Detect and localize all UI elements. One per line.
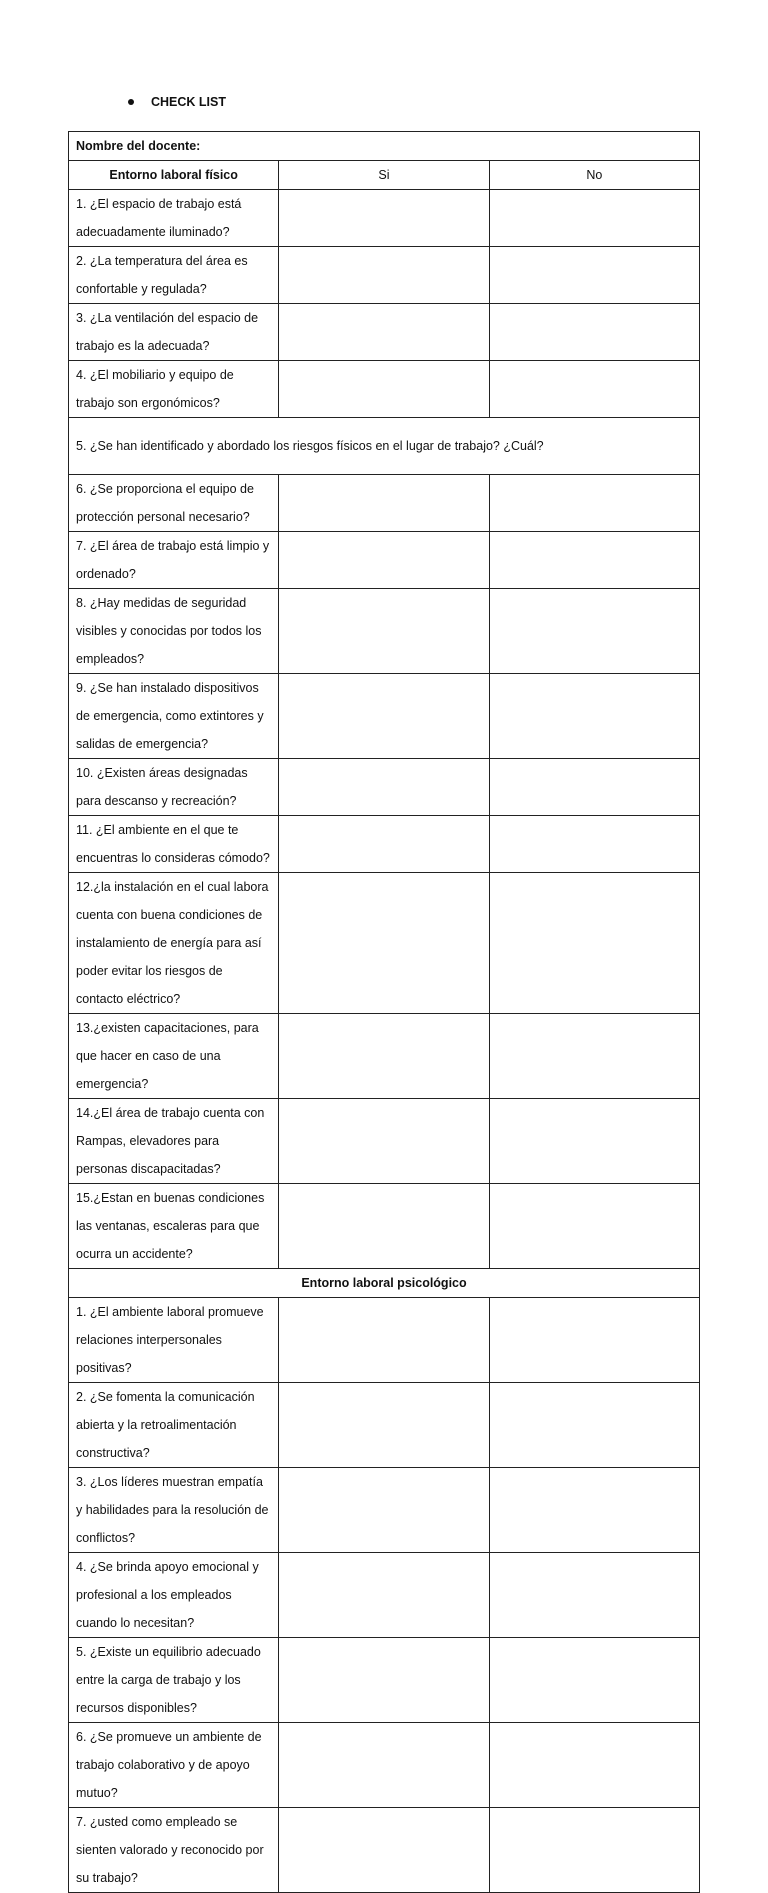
bullet-icon [128, 99, 134, 105]
question-row [69, 1468, 700, 1553]
no-checkbox-cell[interactable] [489, 1184, 699, 1269]
no-checkbox-cell[interactable] [489, 1014, 699, 1099]
yes-checkbox-cell[interactable] [279, 361, 489, 418]
checklist-heading [128, 92, 226, 112]
yes-checkbox-cell[interactable] [279, 532, 489, 589]
yes-checkbox-cell[interactable] [279, 247, 489, 304]
question-text: 5. ¿Existe un equilibrio adecuado entre la carga de trabajo y los recursos disponibles? [69, 1638, 279, 1723]
no-checkbox-cell[interactable] [489, 1298, 699, 1383]
no-checkbox-cell[interactable] [489, 190, 699, 247]
no-checkbox-cell[interactable] [489, 475, 699, 532]
checklist-table [68, 131, 700, 1893]
question-row [69, 190, 700, 247]
yes-checkbox-cell[interactable] [279, 674, 489, 759]
question-text: 13.¿existen capacitaciones, para que hacer en caso de una emergencia? [69, 1014, 279, 1099]
yes-checkbox-cell[interactable] [279, 816, 489, 873]
yes-checkbox-cell[interactable] [279, 1553, 489, 1638]
teacher-row [69, 132, 700, 161]
question-row [69, 1014, 700, 1099]
question-text: 6. ¿Se promueve un ambiente de trabajo colaborativo y de apoyo mutuo? [69, 1723, 279, 1808]
question-text: 15.¿Estan en buenas condiciones las ventanas, escaleras para que ocurra un accidente? [69, 1184, 279, 1269]
yes-checkbox-cell[interactable] [279, 589, 489, 674]
no-checkbox-cell[interactable] [489, 873, 699, 1014]
column-no-header: No [489, 161, 699, 190]
question-text: 7. ¿usted como empleado se sienten valorado y reconocido por su trabajo? [69, 1808, 279, 1893]
yes-checkbox-cell[interactable] [279, 1468, 489, 1553]
question-text: 4. ¿Se brinda apoyo emocional y profesional a los empleados cuando lo necesitan? [69, 1553, 279, 1638]
no-checkbox-cell[interactable] [489, 247, 699, 304]
question-row [69, 1808, 700, 1893]
psychological-header-row [69, 1269, 700, 1298]
question-row [69, 304, 700, 361]
question-text: 3. ¿La ventilación del espacio de trabajo es la adecuada? [69, 304, 279, 361]
no-checkbox-cell[interactable] [489, 674, 699, 759]
no-checkbox-cell[interactable] [489, 589, 699, 674]
yes-checkbox-cell[interactable] [279, 1298, 489, 1383]
question-text: 9. ¿Se han instalado dispositivos de emergencia, como extintores y salidas de emergencia? [69, 674, 279, 759]
no-checkbox-cell[interactable] [489, 1383, 699, 1468]
yes-checkbox-cell[interactable] [279, 1184, 489, 1269]
question-text: 6. ¿Se proporciona el equipo de protección personal necesario? [69, 475, 279, 532]
yes-checkbox-cell[interactable] [279, 1014, 489, 1099]
question-row [69, 1638, 700, 1723]
yes-checkbox-cell[interactable] [279, 759, 489, 816]
question-row [69, 816, 700, 873]
yes-checkbox-cell[interactable] [279, 1638, 489, 1723]
no-checkbox-cell[interactable] [489, 1723, 699, 1808]
no-checkbox-cell[interactable] [489, 304, 699, 361]
yes-checkbox-cell[interactable] [279, 1099, 489, 1184]
question-text: 7. ¿El área de trabajo está limpio y ordenado? [69, 532, 279, 589]
question-row [69, 532, 700, 589]
yes-checkbox-cell[interactable] [279, 1383, 489, 1468]
question-row [69, 873, 700, 1014]
question-row [69, 1553, 700, 1638]
question-text: 11. ¿El ambiente en el que te encuentras lo consideras cómodo? [69, 816, 279, 873]
no-checkbox-cell[interactable] [489, 1099, 699, 1184]
question-row-open-answer [69, 418, 700, 475]
question-text: 8. ¿Hay medidas de seguridad visibles y conocidas por todos los empleados? [69, 589, 279, 674]
question-row [69, 361, 700, 418]
question-text: 10. ¿Existen áreas designadas para descanso y recreación? [69, 759, 279, 816]
question-text: 1. ¿El ambiente laboral promueve relaciones interpersonales positivas? [69, 1298, 279, 1383]
no-checkbox-cell[interactable] [489, 1808, 699, 1893]
question-text: 4. ¿El mobiliario y equipo de trabajo son ergonómicos? [69, 361, 279, 418]
question-row [69, 1184, 700, 1269]
question-text: 1. ¿El espacio de trabajo está adecuadamente iluminado? [69, 190, 279, 247]
question-row [69, 1383, 700, 1468]
no-checkbox-cell[interactable] [489, 816, 699, 873]
no-checkbox-cell[interactable] [489, 361, 699, 418]
question-text: 12.¿la instalación en el cual labora cuenta con buena condiciones de instalamiento de energía para así poder evitar los riesgos de contacto eléctrico? [69, 873, 279, 1014]
question-row [69, 475, 700, 532]
question-row [69, 1723, 700, 1808]
question-text[interactable]: 5. ¿Se han identificado y abordado los riesgos físicos en el lugar de trabajo? ¿Cuál? [69, 418, 700, 475]
no-checkbox-cell[interactable] [489, 1468, 699, 1553]
yes-checkbox-cell[interactable] [279, 873, 489, 1014]
question-text: 14.¿El área de trabajo cuenta con Rampas, elevadores para personas discapacitadas? [69, 1099, 279, 1184]
no-checkbox-cell[interactable] [489, 532, 699, 589]
no-checkbox-cell[interactable] [489, 1553, 699, 1638]
physical-header-row [69, 161, 700, 190]
question-row [69, 247, 700, 304]
question-row [69, 1099, 700, 1184]
question-row [69, 674, 700, 759]
column-yes-header: Si [279, 161, 489, 190]
no-checkbox-cell[interactable] [489, 1638, 699, 1723]
yes-checkbox-cell[interactable] [279, 190, 489, 247]
yes-checkbox-cell[interactable] [279, 304, 489, 361]
no-checkbox-cell[interactable] [489, 759, 699, 816]
question-row [69, 589, 700, 674]
question-text: 2. ¿La temperatura del área es confortable y regulada? [69, 247, 279, 304]
teacher-label: Nombre del docente: [69, 132, 700, 161]
physical-section-title: Entorno laboral físico [69, 161, 279, 190]
heading-text: CHECK LIST [151, 95, 226, 109]
question-text: 3. ¿Los líderes muestran empatía y habilidades para la resolución de conflictos? [69, 1468, 279, 1553]
yes-checkbox-cell[interactable] [279, 475, 489, 532]
question-text: 2. ¿Se fomenta la comunicación abierta y la retroalimentación constructiva? [69, 1383, 279, 1468]
yes-checkbox-cell[interactable] [279, 1808, 489, 1893]
yes-checkbox-cell[interactable] [279, 1723, 489, 1808]
question-row [69, 1298, 700, 1383]
question-row [69, 759, 700, 816]
psychological-section-title: Entorno laboral psicológico [69, 1269, 700, 1298]
